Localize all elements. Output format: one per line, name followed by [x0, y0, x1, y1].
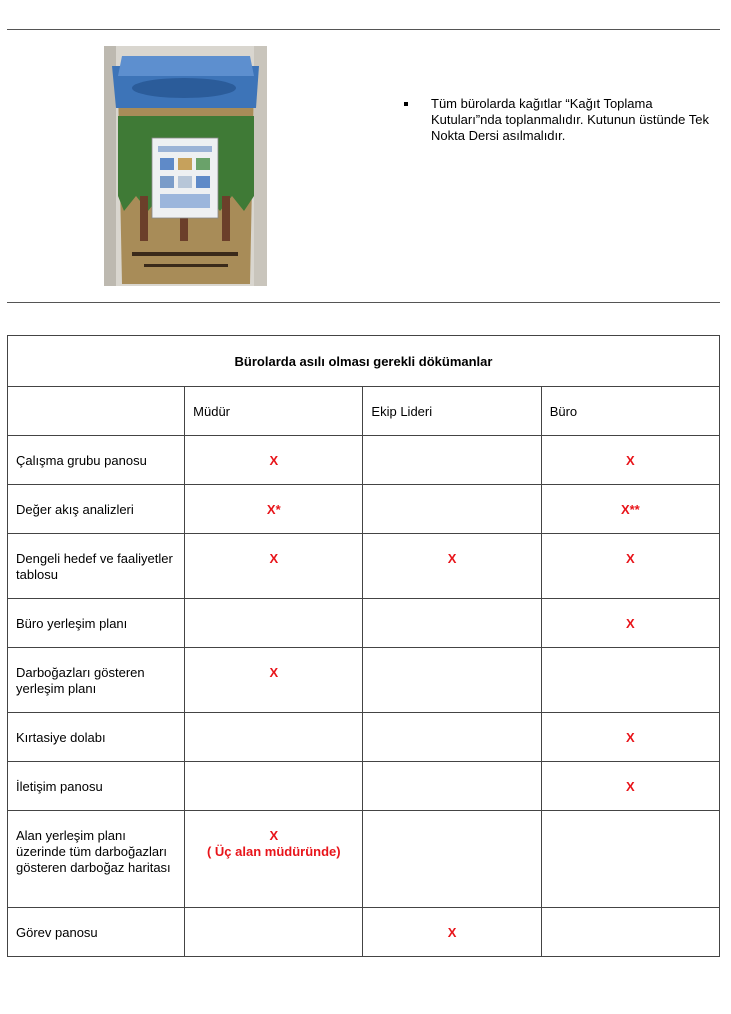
ekip-mark	[363, 811, 541, 908]
mudur-note: ( Üç alan müdüründe)	[206, 844, 341, 859]
ekip-mark	[363, 485, 541, 534]
paper-collection-box-photo	[104, 46, 267, 286]
table-row	[8, 648, 720, 713]
buro-mark: X	[541, 436, 719, 485]
table-row	[8, 599, 720, 648]
mudur-mark	[185, 599, 363, 648]
buro-mark: X**	[541, 485, 719, 534]
mudur-mark-cell	[185, 811, 363, 908]
buro-mark	[541, 811, 719, 908]
table-row	[8, 713, 720, 762]
top-divider	[7, 29, 720, 30]
row-label: Dengeli hedef ve faaliyetler tablosu	[8, 534, 185, 599]
table-row	[8, 436, 720, 485]
ekip-mark	[363, 648, 541, 713]
buro-mark: X	[541, 599, 719, 648]
row-label: Alan yerleşim planı üzerinde tüm darboğazları gösteren darboğaz haritası	[8, 811, 185, 908]
table-row	[8, 811, 720, 908]
row-label: Değer akış analizleri	[8, 485, 185, 534]
mudur-mark	[185, 713, 363, 762]
bullet-note-text: Tüm bürolarda kağıtlar “Kağıt Toplama Kutuları”nda toplanmalıdır. Kutunun üstünde Tek Nokta Dersi asılmalıdır.	[431, 96, 710, 143]
square-bullet-icon	[404, 102, 408, 106]
mudur-mark: X	[269, 828, 279, 843]
mudur-mark: X	[185, 534, 363, 599]
table-title: Bürolarda asılı olması gerekli dökümanlar	[8, 336, 720, 387]
ekip-mark	[363, 436, 541, 485]
table-header-row	[8, 387, 720, 436]
required-documents-table	[7, 335, 720, 957]
mudur-mark: X	[185, 648, 363, 713]
header-mudur: Müdür	[185, 387, 363, 436]
row-label: Büro yerleşim planı	[8, 599, 185, 648]
buro-mark	[541, 908, 719, 957]
header-buro: Büro	[541, 387, 719, 436]
section-divider	[7, 302, 720, 303]
table-row	[8, 762, 720, 811]
ekip-mark: X	[363, 908, 541, 957]
row-label: Kırtasiye dolabı	[8, 713, 185, 762]
table-row	[8, 908, 720, 957]
ekip-mark	[363, 599, 541, 648]
buro-mark	[541, 648, 719, 713]
buro-mark: X	[541, 534, 719, 599]
ekip-mark	[363, 713, 541, 762]
mudur-mark	[185, 762, 363, 811]
ekip-mark: X	[363, 534, 541, 599]
mudur-mark: X*	[185, 485, 363, 534]
row-label: İletişim panosu	[8, 762, 185, 811]
buro-mark: X	[541, 762, 719, 811]
ekip-mark	[363, 762, 541, 811]
table-row	[8, 534, 720, 599]
row-label: Çalışma grubu panosu	[8, 436, 185, 485]
mudur-mark	[185, 908, 363, 957]
table-row	[8, 485, 720, 534]
header-empty	[8, 387, 185, 436]
row-label: Görev panosu	[8, 908, 185, 957]
header-ekip-lideri: Ekip Lideri	[363, 387, 541, 436]
row-label: Darboğazları gösteren yerleşim planı	[8, 648, 185, 713]
buro-mark: X	[541, 713, 719, 762]
mudur-mark: X	[185, 436, 363, 485]
